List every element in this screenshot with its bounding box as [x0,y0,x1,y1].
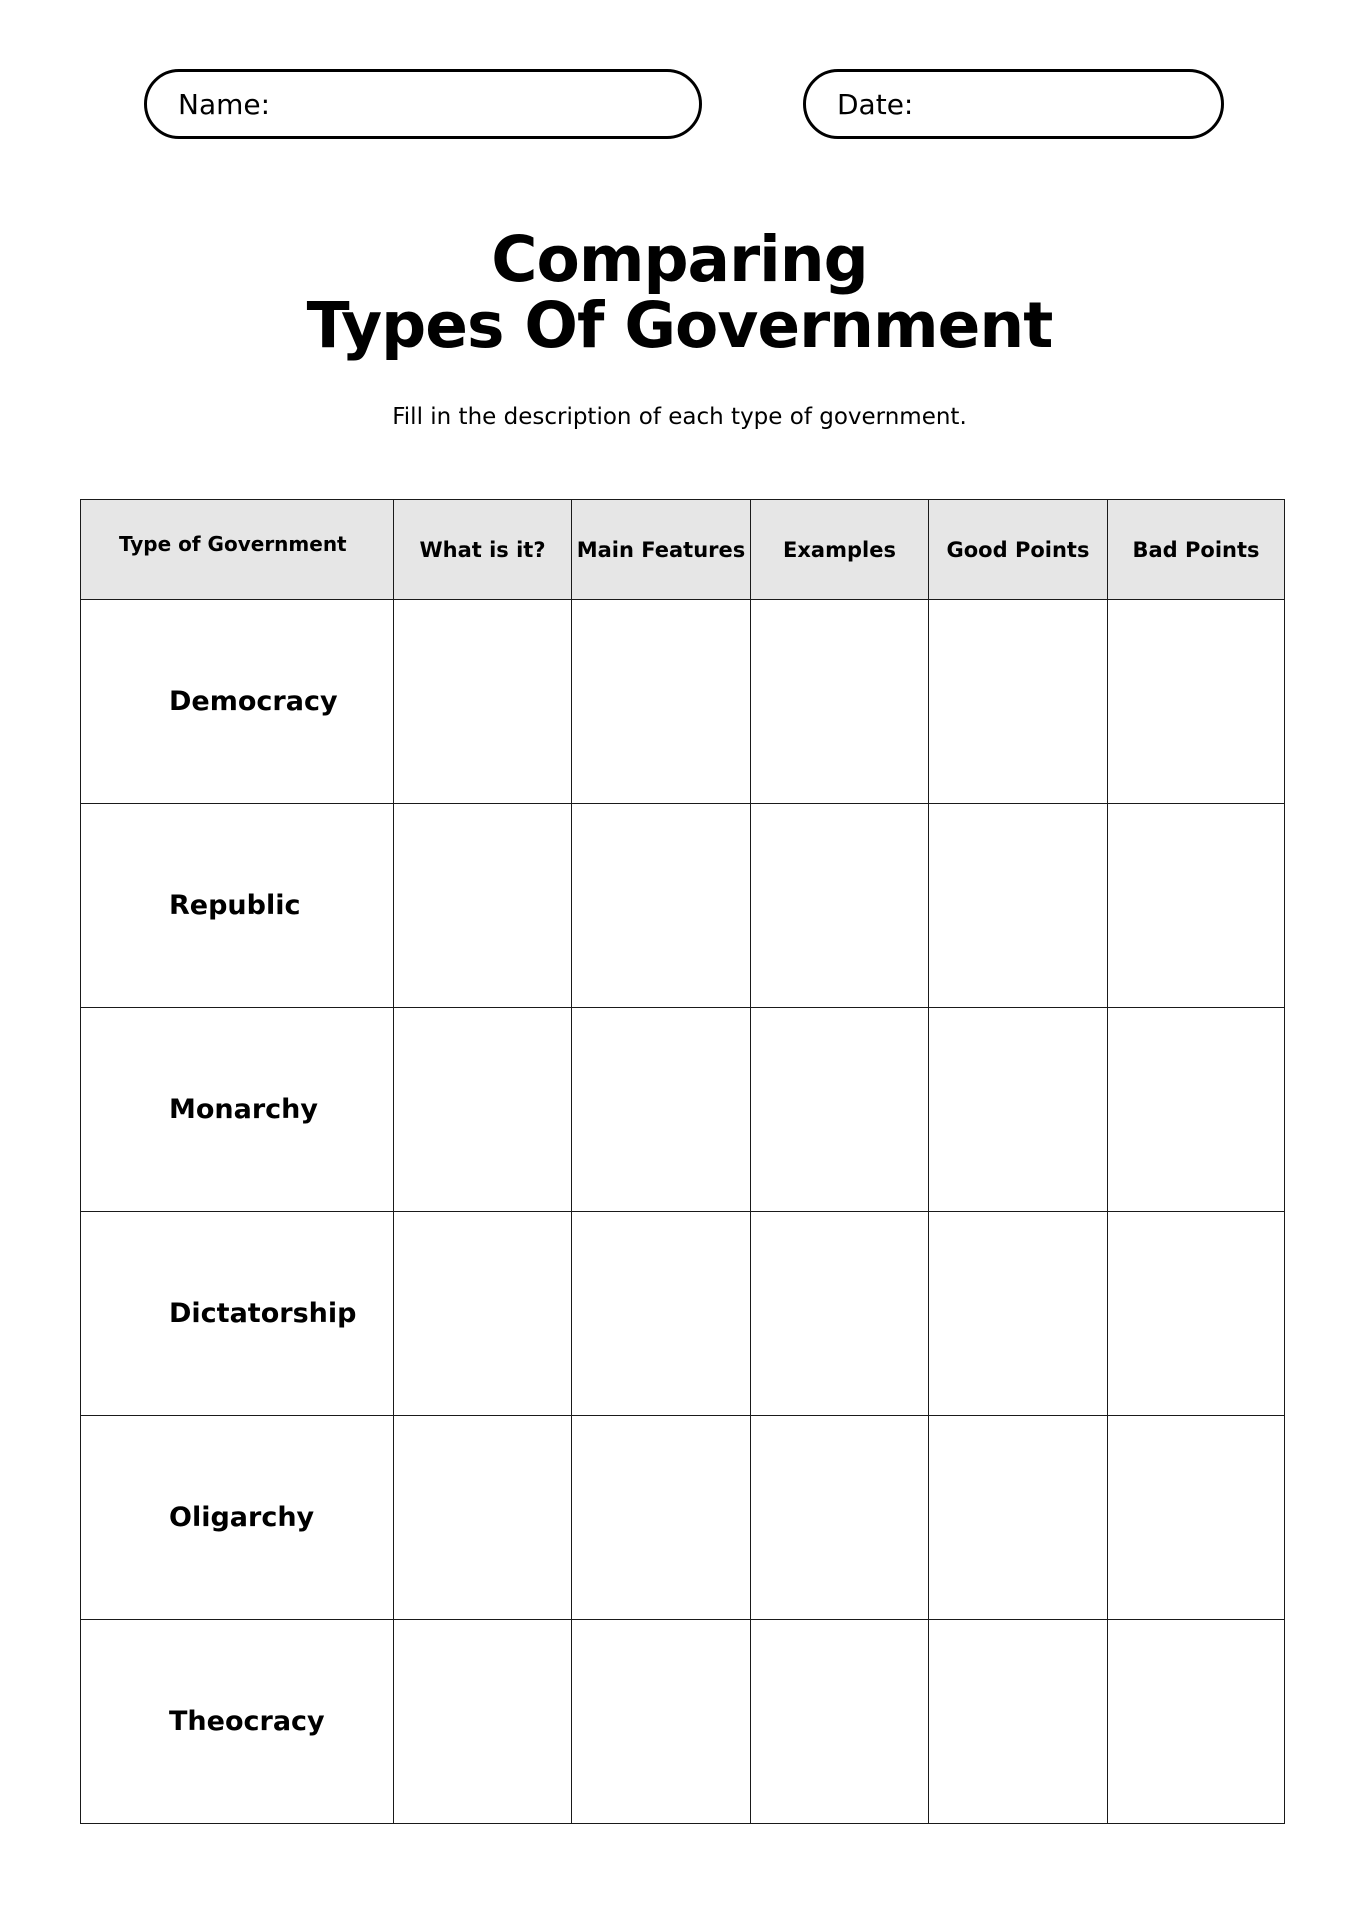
table-row [81,600,1285,804]
answer-cell[interactable] [572,1416,751,1620]
table-row [81,804,1285,1008]
answer-cell[interactable] [572,1620,751,1824]
answer-cell[interactable] [751,1416,929,1620]
answer-cell[interactable] [751,1620,929,1824]
name-field[interactable] [144,69,702,139]
date-label: Date: [837,87,914,121]
answer-cell[interactable] [572,600,751,804]
row-label-monarchy: Monarchy [81,1008,394,1212]
date-field[interactable] [803,69,1224,139]
column-header-type: Type of Government [81,500,394,600]
answer-cell[interactable] [1108,1008,1285,1212]
column-header-main-features: Main Features [572,500,751,600]
row-label-theocracy: Theocracy [81,1620,394,1824]
answer-cell[interactable] [394,1212,572,1416]
answer-cell[interactable] [572,1212,751,1416]
answer-cell[interactable] [929,600,1108,804]
column-header-examples: Examples [751,500,929,600]
column-header-what-is-it: What is it? [394,500,572,600]
answer-cell[interactable] [394,600,572,804]
column-header-bad-points: Bad Points [1108,500,1285,600]
answer-cell[interactable] [1108,600,1285,804]
answer-cell[interactable] [394,1008,572,1212]
answer-cell[interactable] [1108,1212,1285,1416]
name-label: Name: [178,87,271,121]
page-title [0,223,1359,362]
table-row [81,1008,1285,1212]
answer-cell[interactable] [751,600,929,804]
title-line-2: Types Of Government [306,289,1053,362]
answer-cell[interactable] [929,1416,1108,1620]
answer-cell[interactable] [751,804,929,1008]
answer-cell[interactable] [751,1008,929,1212]
answer-cell[interactable] [751,1212,929,1416]
table-header-row [81,500,1285,600]
answer-cell[interactable] [1108,1416,1285,1620]
row-label-dictatorship: Dictatorship [81,1212,394,1416]
table-row [81,1416,1285,1620]
answer-cell[interactable] [929,1008,1108,1212]
row-label-republic: Republic [81,804,394,1008]
answer-cell[interactable] [394,804,572,1008]
table-row [81,1212,1285,1416]
answer-cell[interactable] [1108,1620,1285,1824]
title-line-1: Comparing [491,223,868,296]
answer-cell[interactable] [572,804,751,1008]
answer-cell[interactable] [394,1620,572,1824]
row-label-democracy: Democracy [81,600,394,804]
answer-cell[interactable] [929,1212,1108,1416]
answer-cell[interactable] [572,1008,751,1212]
answer-cell[interactable] [929,1620,1108,1824]
government-comparison-table [80,499,1285,1824]
column-header-good-points: Good Points [929,500,1108,600]
answer-cell[interactable] [929,804,1108,1008]
row-label-oligarchy: Oligarchy [81,1416,394,1620]
answer-cell[interactable] [1108,804,1285,1008]
table-row [81,1620,1285,1824]
answer-cell[interactable] [394,1416,572,1620]
instructions-text: Fill in the description of each type of government. [392,404,967,430]
